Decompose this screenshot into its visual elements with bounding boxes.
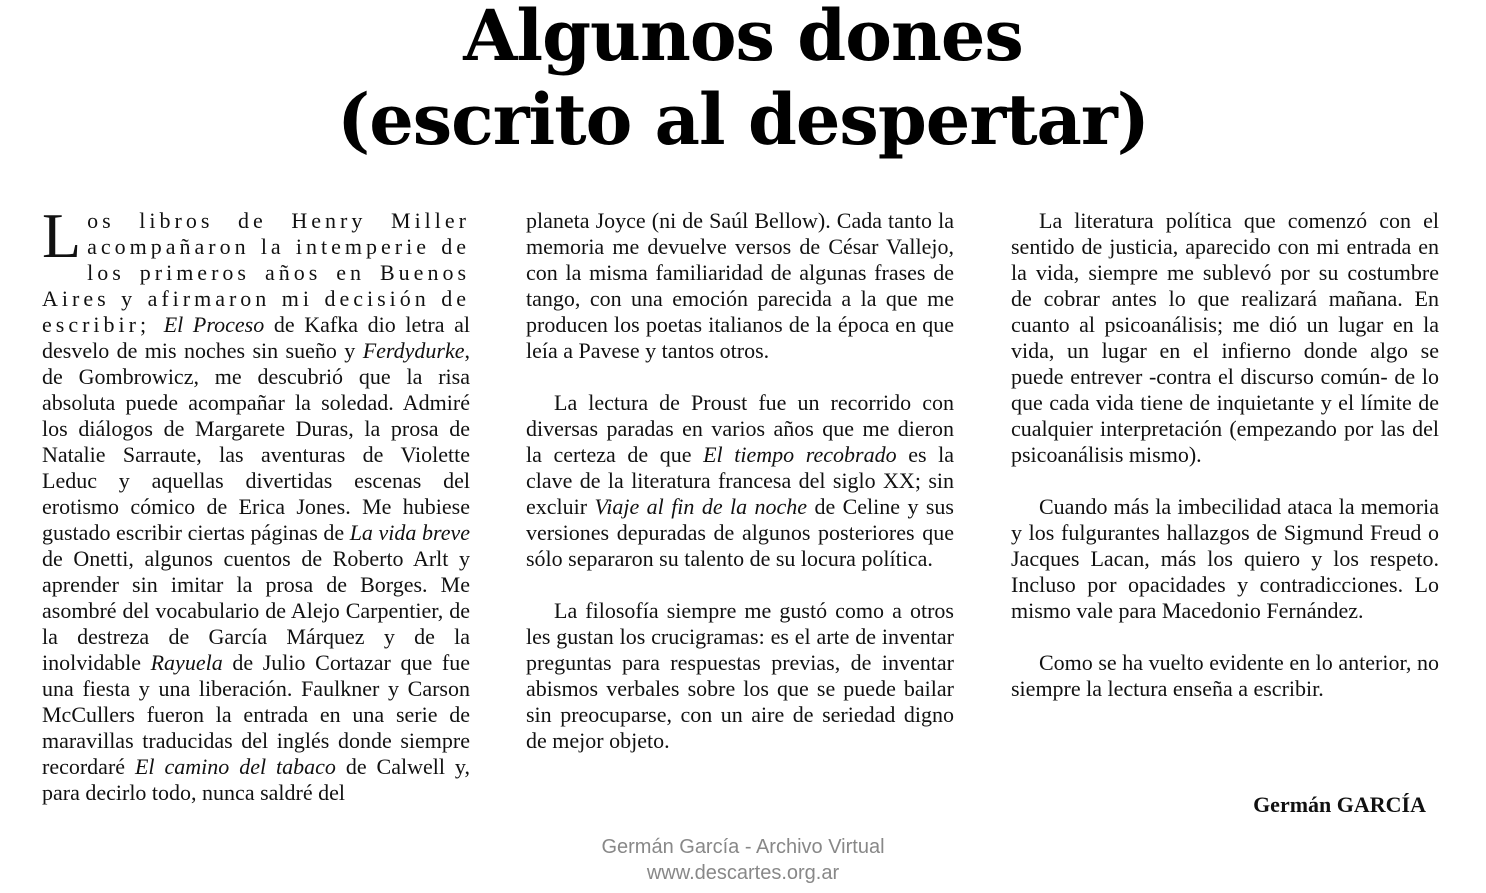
text-run: de Julio Cortazar que fue una fiesta y una liberación. Faulkner y Carson McCullers fueron la entrada en una serie de maravillas traducidas del inglés donde siempre recordaré (42, 650, 470, 779)
book-title: Rayuela (150, 650, 223, 675)
drop-cap: L (42, 200, 82, 271)
footer (0, 834, 1486, 886)
footer-website-link[interactable]: www.descartes.org.ar (646, 862, 840, 884)
paragraph (42, 200, 470, 806)
text-run: de Celine y sus versiones depuradas de algunos posteriores que sólo separaron su talento de su locura política. (526, 494, 954, 571)
text-run: La lectura de Proust fue un recorrido con diversas paradas en varios años que me dieron la certeza de que (526, 390, 954, 467)
text-run: os libros de Henry Miller acompañaron la intemperie de los primeros años en Buenos Aires y afirmaron mi decisión de escribir; (42, 208, 470, 337)
text-run: de Calwell y, para decirlo todo, nunca saldré del (42, 754, 470, 805)
footer-archive-name: Germán García - Archivo Virtual (601, 836, 885, 858)
column-3 (1011, 208, 1439, 728)
column-1 (42, 200, 470, 832)
paragraph: planeta Joyce (ni de Saúl Bellow). Cada tanto la memoria me devuelve versos de César Vallejo, con la misma familiaridad de algunas frases de tango, con una emoción parecida a la que me producen los poetas italianos de la época en que leía a Pavese y tantos otros. (526, 208, 954, 363)
paragraph (526, 390, 954, 572)
text-run: de Onetti, algunos cuentos de Roberto Arlt y aprender sin imitar la prosa de Borges. Me asombré del vocabulario de Alejo Carpentier, de la destreza de García Márquez y de la inolvidable (42, 546, 470, 675)
book-title: El Proceso (163, 312, 265, 337)
book-title: El camino del tabaco (134, 754, 336, 779)
text-run: de Kafka dio letra al desvelo de mis noches sin sueño y (42, 312, 470, 363)
author-signature: Germán GARCÍA (1253, 792, 1426, 817)
paragraph: La filosofía siempre me gustó como a otros les gustan los crucigramas: es el arte de inventar preguntas para respuestas previas, de inventar abismos verbales sobre los que se puede bailar sin preocuparse, con un aire de seriedad digno de mejor objeto. (526, 598, 954, 753)
text-run: es la clave de la literatura francesa del siglo XX; sin excluir (526, 442, 955, 519)
column-2 (526, 208, 954, 780)
title-line-1: Algunos dones (463, 0, 1023, 77)
book-title: Viaje al fin de la noche (594, 494, 808, 519)
book-title: El tiempo recobrado (703, 442, 897, 467)
paragraph: La literatura política que comenzó con el sentido de justicia, aparecido con mi entrada en la vida, siempre me sublevó por su costumbre de cobrar antes lo que realizará mañana. En cuanto al psicoanálisis; me dió un lugar en la vida, un lugar en el infierno donde algo se puede entrever -contra el discurso común- de lo que cada vida tiene de inquietante y el límite de cualquier interpretación (empezando por las del psicoanálisis mismo). (1011, 208, 1439, 467)
book-title: La vida breve (349, 520, 470, 545)
paragraph: Cuando más la imbecilidad ataca la memoria y los fulgurantes hallazgos de Sigmund Freud o Jacques Lacan, más los quiero y los respeto. Incluso por opacidades y contradicciones. Lo mismo vale para Macedonio Fernández. (1011, 494, 1439, 623)
paragraph: Como se ha vuelto evidente en lo anterior, no siempre la lectura enseña a escribir. (1011, 650, 1439, 701)
text-run: , de Gombrowicz, me descubrió que la risa absoluta puede acompañar la soledad. Admiré los diálogos de Margarete Duras, la prosa de Natalie Sarraute, las aventuras de Violette Leduc y aquellas divertidas escenas del erotismo cómico de Erica Jones. Me hubiese gustado escribir ciertas páginas de (42, 338, 470, 545)
book-title: Ferdydurke (362, 338, 465, 363)
title-line-2: (escrito al despertar) (337, 78, 1149, 161)
